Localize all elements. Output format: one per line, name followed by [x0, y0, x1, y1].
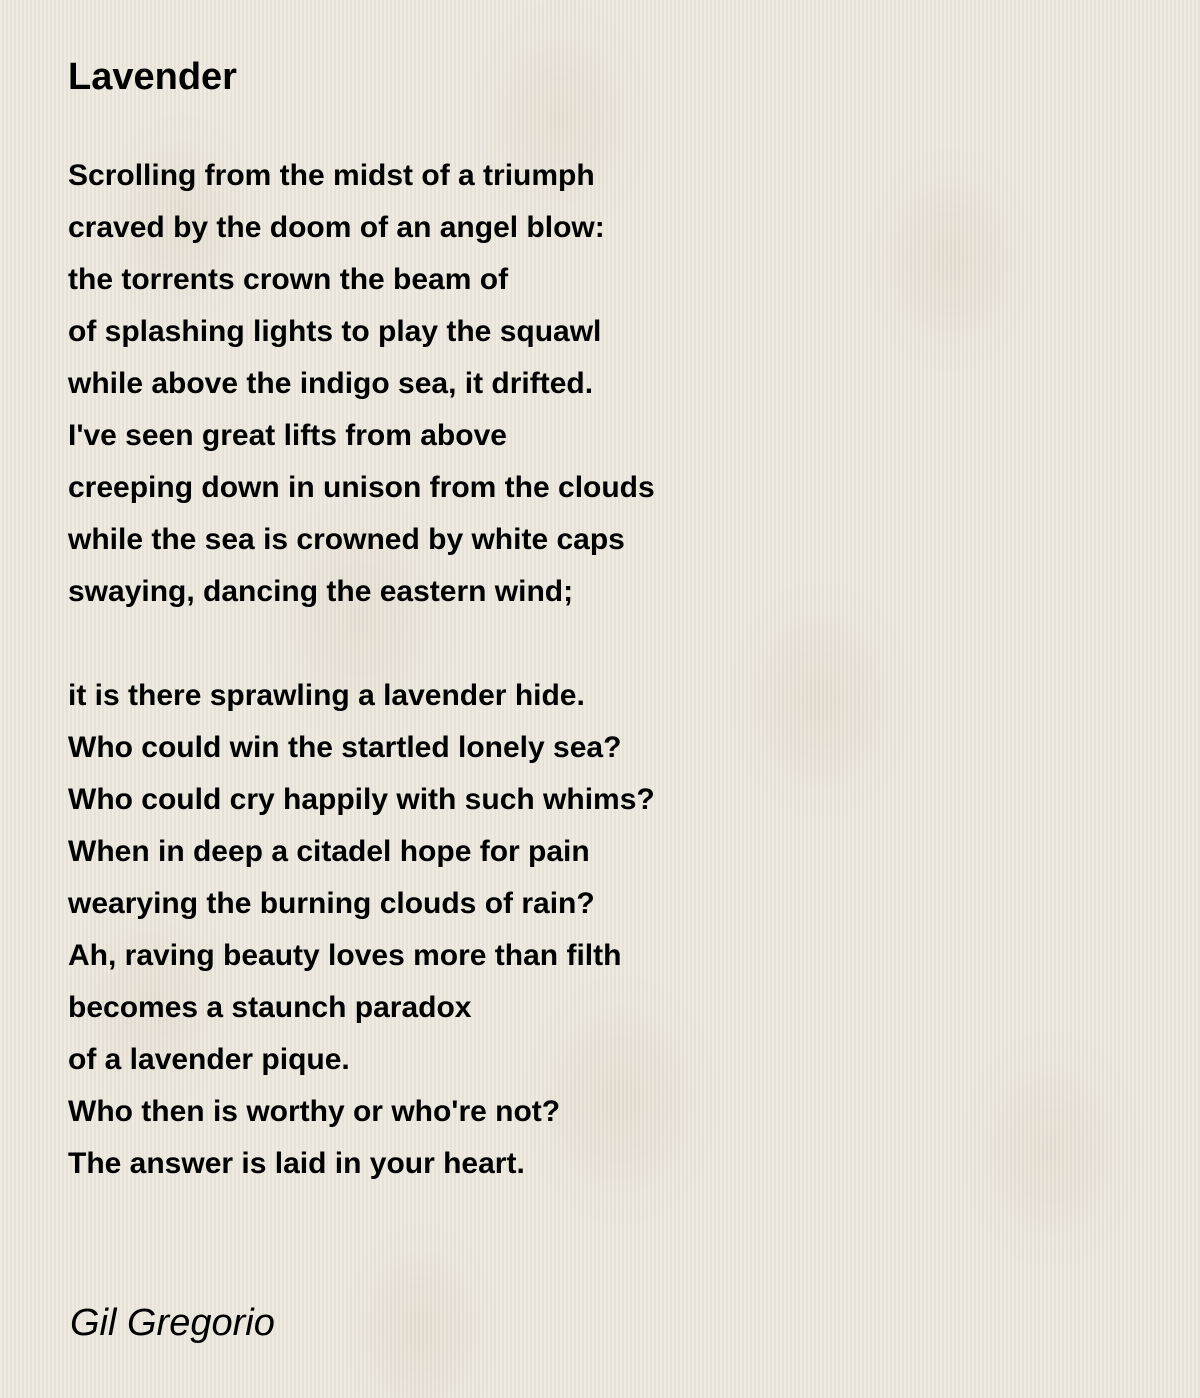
poem-line: it is there sprawling a lavender hide. — [68, 679, 585, 712]
poem-title: Lavender — [68, 56, 237, 98]
poem-line: of a lavender pique. — [68, 1043, 350, 1076]
poem-line: of splashing lights to play the squawl — [68, 315, 602, 348]
poem-line: wearying the burning clouds of rain? — [68, 887, 595, 920]
poem-line: When in deep a citadel hope for pain — [68, 835, 590, 868]
poem-line: the torrents crown the beam of — [68, 263, 509, 296]
poem-line: swaying, dancing the eastern wind; — [68, 575, 574, 608]
poem-line: Scrolling from the midst of a triumph — [68, 159, 595, 192]
poem-author: Gil Gregorio — [70, 1302, 275, 1344]
poem-line: while the sea is crowned by white caps — [68, 523, 625, 556]
poem-line: becomes a staunch paradox — [68, 991, 472, 1024]
poem-line: I've seen great lifts from above — [68, 419, 507, 452]
poem-line: Who could cry happily with such whims? — [68, 783, 655, 816]
poem-line: Who could win the startled lonely sea? — [68, 731, 622, 764]
poem-line: creeping down in unison from the clouds — [68, 471, 655, 504]
poem-line: Ah, raving beauty loves more than filth — [68, 939, 622, 972]
poem-line: while above the indigo sea, it drifted. — [68, 367, 594, 400]
poem-body — [68, 150, 1068, 1190]
stanza-break — [68, 618, 1068, 670]
poem-line: craved by the doom of an angel blow: — [68, 211, 605, 244]
poem-line: The answer is laid in your heart. — [68, 1147, 525, 1180]
poem-line: Who then is worthy or who're not? — [68, 1095, 561, 1128]
